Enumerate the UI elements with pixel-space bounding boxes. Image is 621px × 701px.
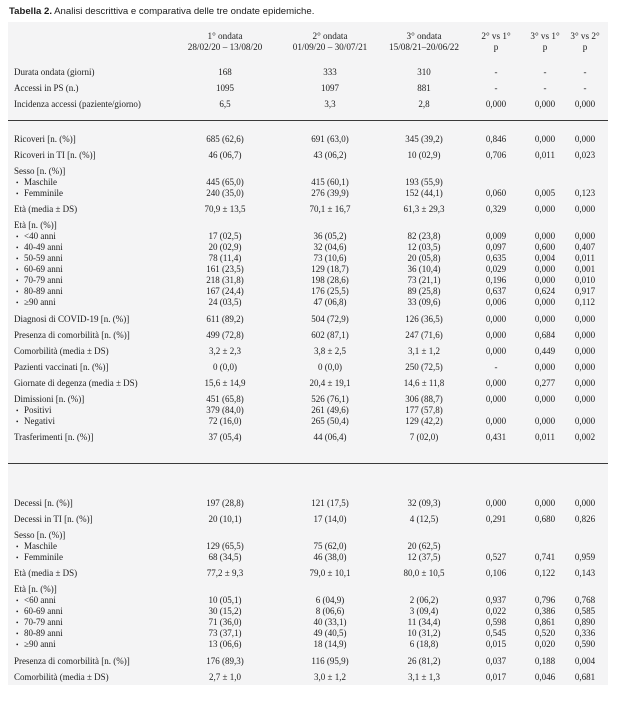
cell-wave-1: 72 (16,0) [208,416,242,426]
header-wave-1 [180,31,270,53]
row-label: • 40-49 anni [16,241,63,254]
cell-wave-1: 37 (05,4) [208,432,242,442]
cell-wave-2: 3,0 ± 1,2 [314,672,346,682]
cell-wave-2: 602 (87,1) [311,330,349,340]
row-label: Accessi in PS (n.) [14,83,79,93]
row-label: • 60-69 anni [16,605,63,618]
header-wave-3-title: 3° ondata [406,31,442,41]
cell-p-value: 0,000 [485,99,507,109]
cell-p-value: 0,585 [574,606,596,616]
cell-p-value: 0,196 [485,275,507,285]
cell-wave-2: 70,1 ± 16,7 [309,204,351,214]
cell-wave-3: 6 (18,8) [409,639,439,649]
cell-wave-2: 6 (04,9) [315,595,345,605]
table-row [8,415,608,427]
row-label: Diagnosi di COVID-19 [n. (%)] [14,314,130,324]
cell-wave-3: 881 [417,83,431,93]
cell-wave-2: 116 (95,9) [311,656,349,666]
cell-wave-1: 78 (11,4) [208,253,242,263]
cell-wave-1: 20 (10,1) [208,514,242,524]
cell-wave-3: 10 (31,2) [407,628,441,638]
cell-p-value: 0,037 [485,656,507,666]
cell-p-value: 0,449 [534,346,556,356]
cell-wave-3: 3,1 ± 1,3 [408,672,440,682]
cell-wave-3: 3 (09,4) [409,606,439,616]
cell-wave-2: 129 (18,7) [311,264,349,274]
row-label: • 70-79 anni [16,274,63,287]
cell-wave-2: 79,0 ± 10,1 [309,568,351,578]
cell-wave-1: 129 (65,5) [206,541,244,551]
row-label: • 60-69 anni [16,263,63,276]
cell-p-value: - [494,362,498,372]
cell-wave-1: 197 (28,8) [206,498,244,508]
cell-wave-1: 167 (24,4) [206,286,244,296]
cell-wave-3: 61,3 ± 29,3 [403,204,445,214]
cell-p-value: 0,000 [485,378,507,388]
cell-wave-3: 126 (36,5) [405,314,443,324]
cell-p-value: 0,000 [534,264,556,274]
cell-wave-3: 82 (23,8) [407,231,441,241]
header-p-3-vs-2 [565,31,605,53]
cell-p-value: - [494,67,498,77]
cell-p-value: 0,022 [485,606,507,616]
cell-p-value: 0,010 [574,275,596,285]
cell-wave-3: 20 (62,5) [407,541,441,551]
row-label: Sesso [n. (%)] [14,530,66,540]
header-p-2-vs-1-title: 2° vs 1° [481,31,511,41]
cell-wave-2: 261 (49,6) [311,405,349,415]
cell-wave-2: 43 (06,2) [313,150,347,160]
row-label: Ricoveri in TI [n. (%)] [14,150,96,160]
cell-p-value: 0,407 [574,242,596,252]
table-row [8,497,608,509]
table-row [8,655,608,667]
cell-p-value: 0,681 [574,672,596,682]
row-label: • <60 anni [16,594,56,607]
table-row [8,313,608,325]
cell-wave-1: 46 (06,7) [208,150,242,160]
cell-p-value: 0,000 [534,231,556,241]
row-label: Decessi in TI [n. (%)] [14,514,93,524]
divider [8,120,608,121]
cell-p-value: 0,097 [485,242,507,252]
cell-p-value: 0,004 [534,253,556,263]
row-label: Presenza di comorbilità [n. (%)] [14,656,130,666]
cell-p-value: 0,277 [534,378,556,388]
table-row [8,377,608,389]
header-wave-2-dates: 01/09/20 – 30/07/21 [292,42,368,52]
cell-p-value: 0,000 [534,498,556,508]
row-label: Incidenza accessi (paziente/giorno) [14,99,141,109]
cell-wave-2: 49 (40,5) [313,628,347,638]
cell-wave-1: 499 (72,8) [206,330,244,340]
cell-p-value: 0,015 [485,639,507,649]
cell-wave-1: 20 (02,9) [208,242,242,252]
header-wave-3-dates: 15/08/21–20/06/22 [389,42,459,52]
cell-wave-2: 415 (60,1) [311,177,349,187]
row-label: Trasferimenti [n. (%)] [14,432,94,442]
cell-p-value: 0,600 [534,242,556,252]
cell-p-value: 0,598 [485,617,507,627]
cell-p-value: 0,000 [574,134,596,144]
cell-wave-2: 3,3 [324,99,336,109]
cell-wave-2: 20,4 ± 19,1 [309,378,351,388]
cell-p-value: 0,000 [485,416,507,426]
cell-p-value: 0,000 [534,362,556,372]
row-label: Ricoveri [n. (%)] [14,134,76,144]
cell-p-value: 0,527 [485,552,507,562]
cell-wave-3: 26 (81,2) [407,656,441,666]
cell-wave-3: 306 (88,7) [405,394,443,404]
cell-wave-2: 691 (63,0) [311,134,349,144]
cell-p-value: 0,680 [534,514,556,524]
cell-wave-3: 12 (03,5) [407,242,441,252]
cell-wave-3: 20 (05,8) [407,253,441,263]
cell-p-value: 0,106 [485,568,507,578]
cell-wave-2: 198 (28,6) [311,275,349,285]
table-row [8,329,608,341]
cell-wave-1: 68 (34,5) [208,552,242,562]
cell-wave-3: 14,6 ± 11,8 [403,378,445,388]
cell-p-value: 0,002 [574,432,596,442]
cell-p-value: 0,000 [574,99,596,109]
cell-p-value: 0,011 [535,432,555,442]
row-label: • 50-59 anni [16,252,63,265]
table-row [8,431,608,443]
cell-wave-2: 1097 [321,83,339,93]
cell-p-value: 0,861 [534,617,556,627]
cell-wave-1: 2,7 ± 1,0 [209,672,241,682]
row-label: • 80-89 anni [16,627,63,640]
header-wave-3 [379,31,469,53]
cell-wave-2: 265 (50,4) [311,416,349,426]
table-row [8,82,608,94]
cell-wave-3: 32 (09,3) [407,498,441,508]
cell-p-value: 0,000 [574,416,596,426]
cell-p-value: 0,624 [534,286,556,296]
cell-p-value: 0,143 [574,568,596,578]
table-row [8,149,608,161]
cell-p-value: 0,000 [534,297,556,307]
cell-wave-3: 89 (25,8) [407,286,441,296]
cell-p-value: 0,112 [575,297,595,307]
table-row [8,638,608,650]
table-row [8,187,608,199]
cell-p-value: 0,635 [485,253,507,263]
table-row [8,671,608,683]
cell-wave-2: 36 (05,2) [313,231,347,241]
cell-p-value: 0,000 [485,346,507,356]
cell-p-value: 0,000 [534,416,556,426]
cell-p-value: 0,122 [534,568,556,578]
cell-p-value: 0,000 [574,314,596,324]
cell-p-value: 0,009 [485,231,507,241]
cell-p-value: 0,020 [534,639,556,649]
cell-wave-1: 445 (65,0) [206,177,244,187]
cell-p-value: 0,637 [485,286,507,296]
cell-wave-3: 36 (10,4) [407,264,441,274]
header-p-3-vs-1 [525,31,565,53]
cell-p-value: - [583,67,587,77]
cell-p-value: - [543,83,547,93]
cell-p-value: 0,684 [534,330,556,340]
cell-wave-3: 11 (34,4) [407,617,441,627]
table-row [8,296,608,308]
row-label: • 70-79 anni [16,616,63,629]
cell-wave-3: 152 (44,1) [405,188,443,198]
table-row [8,361,608,373]
cell-p-value: - [583,83,587,93]
cell-p-value: 0,011 [535,150,555,160]
caption-text: Analisi descrittiva e comparativa delle tre ondate epidemiche. [52,6,315,17]
cell-wave-1: 13 (06,6) [208,639,242,649]
cell-p-value: 0,826 [574,514,596,524]
cell-wave-3: 310 [417,67,431,77]
cell-wave-3: 250 (72,5) [405,362,443,372]
cell-wave-1: 379 (84,0) [206,405,244,415]
cell-p-value: 0,017 [485,672,507,682]
row-label: Presenza di comorbilità [n. (%)] [14,330,130,340]
row-label: Sesso [n. (%)] [14,166,66,176]
cell-p-value: 0,023 [574,150,596,160]
cell-wave-2: 176 (25,5) [311,286,349,296]
cell-wave-1: 70,9 ± 13,5 [204,204,246,214]
row-label: • Positivi [16,404,52,417]
cell-p-value: 0,000 [574,330,596,340]
cell-wave-1: 1095 [216,83,234,93]
cell-p-value: 0,706 [485,150,507,160]
cell-p-value: 0,000 [574,394,596,404]
cell-wave-3: 10 (02,9) [407,150,441,160]
cell-p-value: 0,768 [574,595,596,605]
cell-p-value: - [494,83,498,93]
row-label: • Femminile [16,551,63,564]
cell-p-value: 0,000 [574,498,596,508]
cell-wave-3: 247 (71,6) [405,330,443,340]
cell-wave-2: 32 (04,6) [313,242,347,252]
cell-wave-3: 3,1 ± 1,2 [408,346,440,356]
cell-p-value: 0,741 [534,552,556,562]
cell-wave-1: 161 (23,5) [206,264,244,274]
row-label: Età (media ± DS) [14,568,78,578]
cell-wave-2: 121 (17,5) [311,498,349,508]
cell-wave-2: 17 (14,0) [313,514,347,524]
cell-wave-1: 218 (31,8) [206,275,244,285]
cell-p-value: 0,000 [485,498,507,508]
cell-p-value: 0,890 [574,617,596,627]
cell-p-value: 0,000 [534,394,556,404]
row-label: • ≥90 anni [16,296,56,309]
cell-p-value: 0,000 [534,314,556,324]
cell-wave-2: 46 (38,0) [313,552,347,562]
cell-wave-3: 129 (42,2) [405,416,443,426]
cell-p-value: 0,846 [485,134,507,144]
cell-p-value: 0,011 [575,253,595,263]
cell-wave-2: 75 (62,0) [313,541,347,551]
cell-p-value: 0,000 [534,204,556,214]
row-label: Pazienti vaccinati [n. (%)] [14,362,109,372]
table-row [8,133,608,145]
cell-p-value: 0,000 [574,346,596,356]
cell-p-value: 0,520 [534,628,556,638]
row-label: Età (media ± DS) [14,204,78,214]
cell-wave-3: 2 (06,2) [409,595,439,605]
cell-wave-3: 4 (12,5) [409,514,439,524]
table-row [8,551,608,563]
cell-p-value: 0,004 [574,656,596,666]
cell-wave-1: 15,6 ± 14,9 [204,378,246,388]
cell-wave-1: 611 (89,2) [206,314,244,324]
cell-wave-1: 10 (05,1) [208,595,242,605]
row-label: • Maschile [16,540,57,553]
row-label: • Femminile [16,187,63,200]
cell-wave-2: 504 (72,9) [311,314,349,324]
cell-wave-3: 177 (57,8) [405,405,443,415]
cell-p-value: 0,796 [534,595,556,605]
cell-wave-2: 73 (10,6) [313,253,347,263]
cell-p-value: 0,001 [574,264,596,274]
table-row [8,203,608,215]
cell-p-value: - [543,67,547,77]
cell-wave-2: 3,8 ± 2,5 [314,346,346,356]
cell-p-value: 0,060 [485,188,507,198]
row-label: • Negativi [16,415,55,428]
cell-wave-3: 193 (55,9) [405,177,443,187]
cell-wave-2: 18 (14,9) [313,639,347,649]
cell-p-value: 0,123 [574,188,596,198]
row-label: Età [n. (%)] [14,220,57,230]
cell-p-value: 0,959 [574,552,596,562]
cell-wave-3: 7 (02,0) [409,432,439,442]
cell-wave-2: 0 (0,0) [318,362,342,372]
row-label: Decessi [n. (%)] [14,498,73,508]
row-label: Comorbilità (media ± DS) [14,672,109,682]
row-label: Dimissioni [n. (%)] [14,394,85,404]
cell-p-value: 0,000 [534,275,556,285]
cell-wave-1: 3,2 ± 2,3 [209,346,241,356]
cell-wave-1: 168 [218,67,232,77]
table-panel [8,22,608,685]
header-p-3-vs-2-p: p [582,42,588,52]
row-label: • Maschile [16,176,57,189]
cell-p-value: 0,006 [485,297,507,307]
cell-p-value: 0,188 [534,656,556,666]
cell-p-value: 0,000 [534,99,556,109]
cell-p-value: 0,000 [485,314,507,324]
row-label: Comorbilità (media ± DS) [14,346,109,356]
header-p-2-vs-1-p: p [493,42,499,52]
cell-wave-3: 12 (37,5) [407,552,441,562]
cell-p-value: 0,431 [485,432,507,442]
row-label: Durata ondata (giorni) [14,67,95,77]
cell-p-value: 0,000 [574,204,596,214]
cell-wave-1: 71 (36,0) [208,617,242,627]
cell-p-value: 0,000 [485,394,507,404]
table-row [8,66,608,78]
table-row [8,98,608,110]
cell-wave-2: 276 (39,9) [311,188,349,198]
cell-p-value: 0,291 [485,514,507,524]
header-p-3-vs-1-title: 3° vs 1° [530,31,560,41]
table-caption [9,6,314,17]
header-wave-1-dates: 28/02/20 – 13/08/20 [187,42,263,52]
header-wave-1-title: 1° ondata [207,31,243,41]
divider [8,463,608,464]
cell-wave-2: 47 (06,8) [313,297,347,307]
table-row [8,567,608,579]
table-row [8,513,608,525]
cell-wave-1: 77,2 ± 9,3 [206,568,244,578]
cell-wave-3: 2,8 [418,99,430,109]
cell-p-value: 0,000 [574,231,596,241]
cell-wave-3: 73 (21,1) [407,275,441,285]
cell-wave-1: 176 (89,3) [206,656,244,666]
cell-wave-3: 345 (39,2) [405,134,443,144]
row-label: Età [n. (%)] [14,584,57,594]
row-label: • ≥90 anni [16,638,56,651]
cell-wave-1: 17 (02,5) [208,231,242,241]
header-wave-2 [285,31,375,53]
cell-p-value: 0,029 [485,264,507,274]
cell-wave-1: 6,5 [219,99,231,109]
cell-wave-1: 30 (15,2) [208,606,242,616]
cell-p-value: 0,000 [485,330,507,340]
cell-wave-2: 526 (76,1) [311,394,349,404]
cell-p-value: 0,000 [574,362,596,372]
header-wave-2-title: 2° ondata [312,31,348,41]
cell-wave-2: 44 (06,4) [313,432,347,442]
cell-p-value: 0,000 [574,378,596,388]
row-label: • <40 anni [16,230,56,243]
cell-p-value: 0,336 [574,628,596,638]
cell-wave-1: 451 (65,8) [206,394,244,404]
cell-wave-2: 333 [323,67,337,77]
cell-p-value: 0,005 [534,188,556,198]
table-row [8,345,608,357]
caption-label: Tabella 2. [9,6,53,17]
header-p-2-vs-1 [476,31,516,53]
cell-wave-1: 0 (0,0) [213,362,237,372]
cell-wave-2: 40 (33,1) [313,617,347,627]
cell-p-value: 0,917 [574,286,596,296]
cell-wave-1: 73 (37,1) [208,628,242,638]
cell-p-value: 0,545 [485,628,507,638]
cell-p-value: 0,329 [485,204,507,214]
cell-p-value: 0,937 [485,595,507,605]
header-p-3-vs-2-title: 3° vs 2° [570,31,600,41]
cell-p-value: 0,386 [534,606,556,616]
cell-wave-1: 24 (03,5) [208,297,242,307]
cell-wave-3: 80,0 ± 10,5 [403,568,445,578]
row-label: Giornate di degenza (media ± DS) [14,378,138,388]
cell-wave-1: 685 (62,6) [206,134,244,144]
cell-wave-3: 33 (09,6) [407,297,441,307]
header-p-3-vs-1-p: p [542,42,548,52]
cell-wave-1: 240 (35,0) [206,188,244,198]
cell-p-value: 0,046 [534,672,556,682]
cell-p-value: 0,000 [534,134,556,144]
cell-wave-2: 8 (06,6) [315,606,345,616]
cell-p-value: 0,590 [574,639,596,649]
row-label: • 80-89 anni [16,285,63,298]
